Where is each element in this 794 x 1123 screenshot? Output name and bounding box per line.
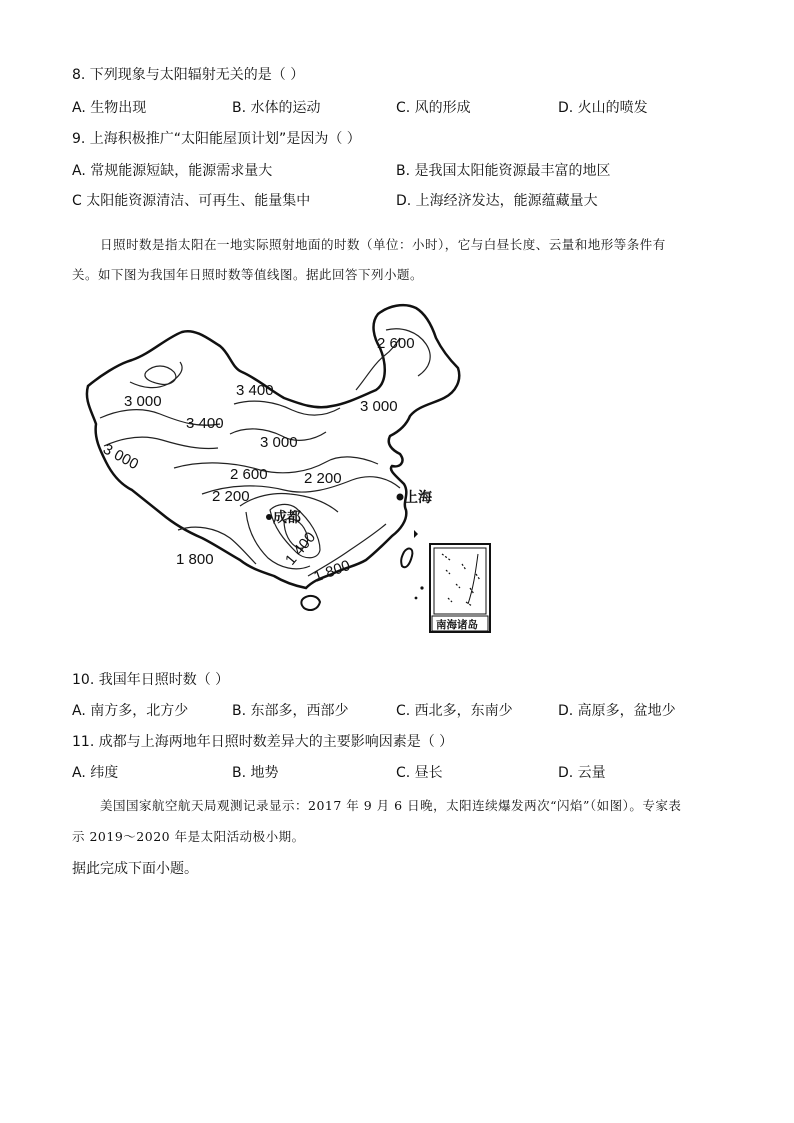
question-10-option-a[interactable]: A. 南方多，北方少 xyxy=(72,703,189,719)
intro-paragraph-1-line-1: 日照时数是指太阳在一地实际照射地面的时数（单位：小时），它与白昼长度、云量和地形等条件有 xyxy=(100,237,666,252)
contour-label: 3 400 xyxy=(186,415,224,432)
question-9-option-c[interactable]: C 太阳能资源清洁、可再生、能量集中 xyxy=(72,193,311,209)
question-11-option-d[interactable]: D. 云量 xyxy=(558,765,606,781)
question-8-option-b[interactable]: B. 水体的运动 xyxy=(232,100,321,116)
question-10-stem: 10. 我国年日照时数（ ） xyxy=(72,672,230,688)
question-9-option-a[interactable]: A. 常规能源短缺，能源需求量大 xyxy=(72,163,273,179)
question-8-option-c[interactable]: C. 风的形成 xyxy=(396,100,471,116)
contour-label: 3 400 xyxy=(236,382,274,399)
intro-paragraph-2-line-2: 示 2019～2020 年是太阳活动极小期。 xyxy=(72,829,305,844)
question-11-option-c[interactable]: C. 昼长 xyxy=(396,765,443,781)
contour-label: 3 000 xyxy=(260,434,298,451)
question-8-stem: 8. 下列现象与太阳辐射无关的是（ ） xyxy=(72,67,305,83)
question-11-option-b[interactable]: B. 地势 xyxy=(232,765,279,781)
hainan-island xyxy=(301,596,320,610)
shanghai-label: 上海 xyxy=(404,490,432,506)
question-10-option-b[interactable]: B. 东部多，西部少 xyxy=(232,703,349,719)
contour-label: 3 000 xyxy=(100,440,142,474)
taiwan-island xyxy=(401,549,412,568)
question-9-stem: 9. 上海积极推广“太阳能屋顶计划”是因为（ ） xyxy=(72,131,361,147)
intro-paragraph-1-line-2: 关。如下图为我国年日照时数等值线图。据此回答下列小题。 xyxy=(72,267,424,282)
closing-instruction: 据此完成下面小题。 xyxy=(72,861,198,877)
contour-label: 2 200 xyxy=(212,488,250,505)
contour-label: 3 000 xyxy=(124,393,162,410)
question-10-option-c[interactable]: C. 西北多，东南少 xyxy=(396,703,513,719)
contour-label: 1 800 xyxy=(176,551,214,568)
question-11-option-a[interactable]: A. 纬度 xyxy=(72,765,119,781)
intro-paragraph-2-line-1: 美国国家航空航天局观测记录显示：2017 年 9 月 6 日晚，太阳连续爆发两次“闪焰”（如图）。专家表 xyxy=(100,798,682,813)
south-china-sea-inset xyxy=(430,544,490,632)
shanghai-marker xyxy=(397,494,404,501)
contour-label: 2 600 xyxy=(377,335,415,352)
inset-label: 南海诸岛 xyxy=(436,619,478,631)
contour-label: 3 000 xyxy=(360,398,398,415)
question-10-option-d[interactable]: D. 高原多，盆地少 xyxy=(558,703,676,719)
sunshine-hours-contour-map xyxy=(70,298,500,638)
question-8-option-a[interactable]: A. 生物出现 xyxy=(72,100,147,116)
question-9-option-b[interactable]: B. 是我国太阳能资源最丰富的地区 xyxy=(396,163,611,179)
question-9-option-d[interactable]: D. 上海经济发达，能源蕴藏量大 xyxy=(396,193,598,209)
chengdu-marker xyxy=(266,514,272,520)
question-8-option-d[interactable]: D. 火山的喷发 xyxy=(558,100,648,116)
chengdu-label: 成都 xyxy=(273,510,301,526)
contour-label: 2 600 xyxy=(230,466,268,483)
question-11-stem: 11. 成都与上海两地年日照时数差异大的主要影响因素是（ ） xyxy=(72,734,454,750)
contour-label: 1 800 xyxy=(311,556,353,586)
contour-label: 1 400 xyxy=(282,528,320,569)
contour-label: 2 200 xyxy=(304,470,342,487)
contour-line xyxy=(174,457,378,473)
